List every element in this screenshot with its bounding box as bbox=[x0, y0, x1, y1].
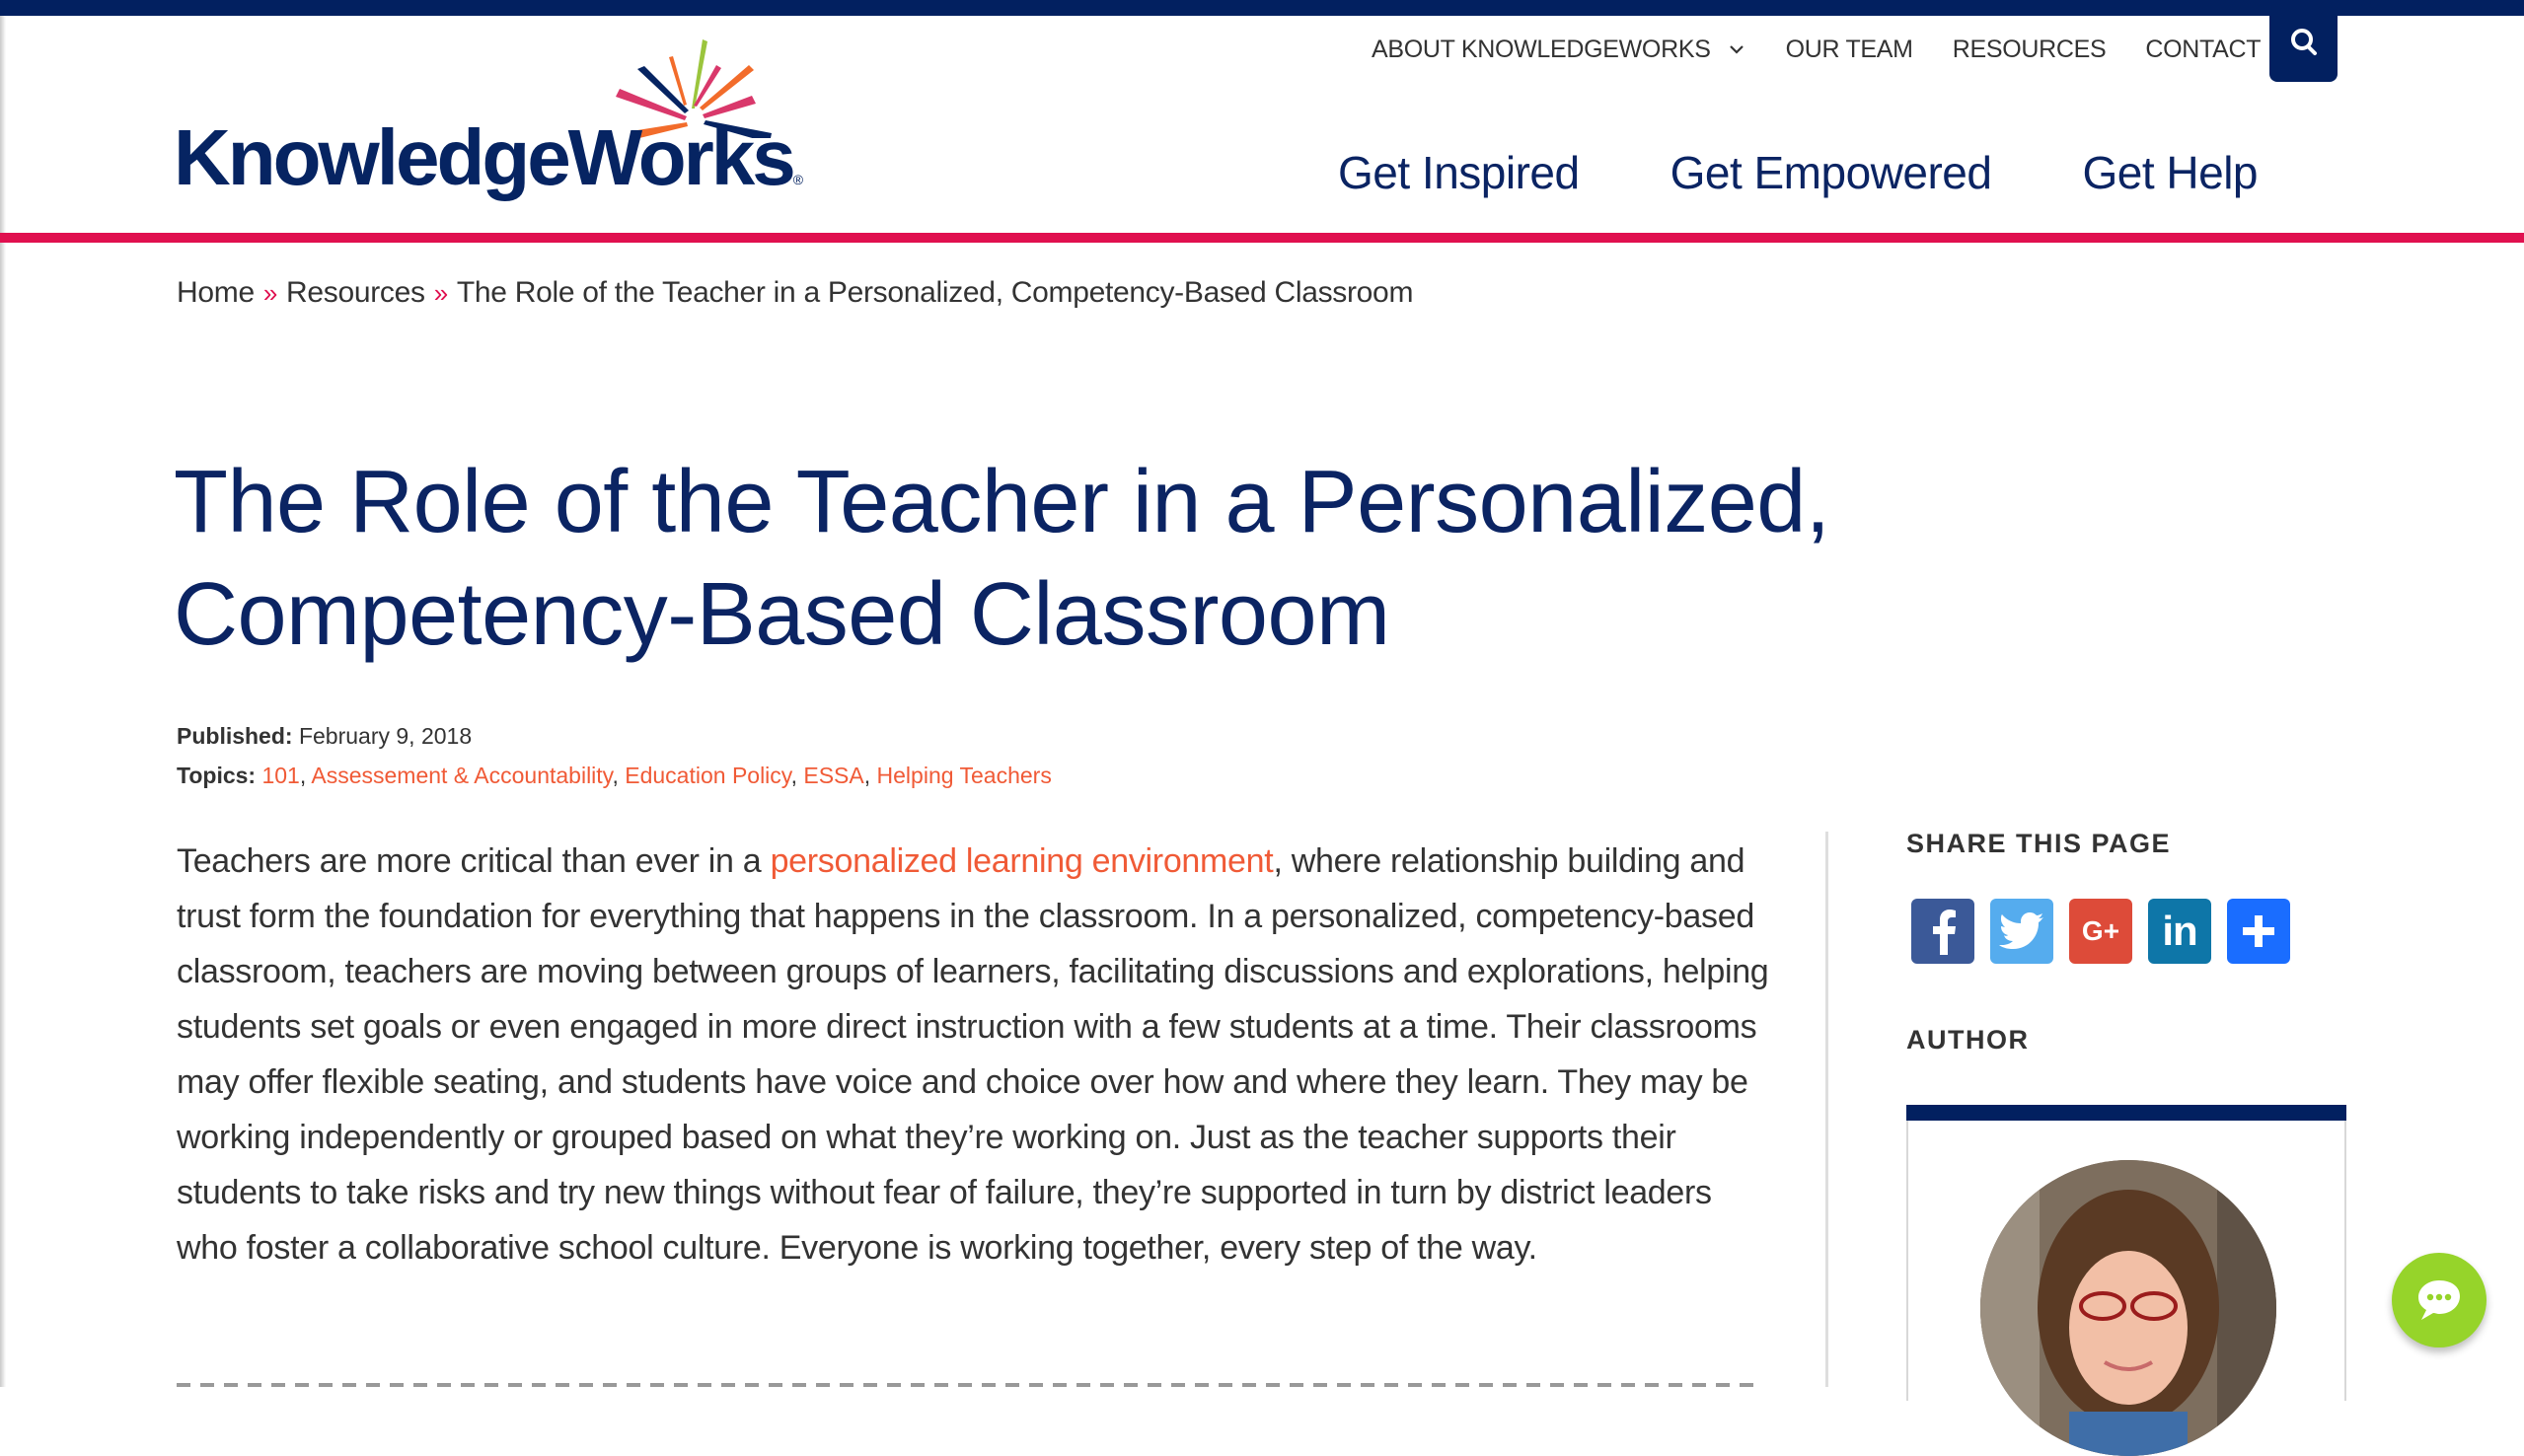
breadcrumb-separator: » bbox=[262, 278, 277, 308]
twitter-icon bbox=[1999, 912, 2044, 950]
facebook-icon bbox=[1928, 908, 1958, 955]
nav-get-empowered[interactable]: Get Empowered bbox=[1670, 147, 1992, 198]
author-card bbox=[1906, 1105, 2346, 1401]
search-button[interactable] bbox=[2269, 0, 2338, 82]
chat-button[interactable] bbox=[2392, 1253, 2487, 1347]
published-label: Published: bbox=[177, 723, 293, 749]
sidebar bbox=[1906, 829, 2360, 1056]
google-plus-icon: G+ bbox=[2081, 915, 2120, 946]
breadcrumb-separator: » bbox=[433, 278, 448, 308]
published-date: February 9, 2018 bbox=[298, 723, 473, 749]
knowledgeworks-logo[interactable] bbox=[174, 39, 804, 207]
topics-label: Topics: bbox=[177, 763, 257, 788]
nav-resources[interactable]: RESOURCES bbox=[1952, 35, 2107, 63]
nav-about-label: ABOUT KNOWLEDGEWORKS bbox=[1372, 35, 1711, 63]
author-avatar[interactable] bbox=[1980, 1160, 2276, 1456]
registered-mark: ® bbox=[792, 172, 804, 187]
author-photo bbox=[1980, 1160, 2276, 1456]
logo-wordmark bbox=[174, 109, 803, 229]
nav-get-inspired[interactable]: Get Inspired bbox=[1338, 147, 1580, 198]
topic-link[interactable]: Assessement & Accountability bbox=[311, 763, 613, 788]
main-nav bbox=[1338, 138, 2258, 207]
topic-link[interactable]: Helping Teachers bbox=[876, 763, 1052, 788]
search-icon bbox=[2289, 27, 2319, 56]
share-heading: SHARE THIS PAGE bbox=[1906, 829, 2172, 858]
linkedin-icon: in bbox=[2162, 908, 2197, 954]
nav-our-team[interactable]: OUR TEAM bbox=[1785, 35, 1913, 63]
share-twitter-button[interactable] bbox=[1990, 899, 2053, 964]
article-body-paragraph bbox=[177, 834, 1775, 1275]
chat-bubble-icon bbox=[2415, 1278, 2463, 1322]
breadcrumb-resources[interactable]: Resources bbox=[286, 276, 425, 309]
personalized-learning-link[interactable]: personalized learning environment bbox=[770, 842, 1274, 880]
top-accent-bar bbox=[0, 0, 2524, 16]
body-text-start: Teachers are more critical than ever in a bbox=[177, 842, 771, 880]
share-facebook-button[interactable] bbox=[1911, 899, 1974, 964]
breadcrumb-current: The Role of the Teacher in a Personalized, Competency-Based Classroom bbox=[456, 276, 1414, 309]
article-meta bbox=[177, 716, 1052, 795]
share-buttons bbox=[1911, 899, 2360, 964]
share-google-plus-button[interactable] bbox=[2069, 899, 2132, 964]
breadcrumb bbox=[177, 276, 1413, 310]
breadcrumb-home[interactable]: Home bbox=[177, 276, 255, 309]
logo-name: KnowledgeWorks bbox=[174, 113, 793, 201]
topic-link[interactable]: 101 bbox=[261, 763, 300, 788]
author-heading: AUTHOR bbox=[1906, 1025, 2030, 1055]
page-title: The Role of the Teacher in a Personalized, Competency-Based Classroom bbox=[174, 453, 1830, 664]
chevron-down-icon bbox=[1727, 39, 1746, 59]
left-edge-shadow bbox=[0, 16, 6, 1387]
share-more-button[interactable] bbox=[2227, 899, 2290, 964]
published-row bbox=[177, 716, 1052, 756]
nav-contact[interactable]: CONTACT bbox=[2145, 35, 2262, 63]
author-card-top-bar bbox=[1906, 1105, 2346, 1121]
sidebar-divider bbox=[1825, 832, 1828, 1387]
topics-row: Topics: 101, Assessement & Accountability, Education Policy, ESSA, Helping Teachers bbox=[177, 763, 1052, 788]
topic-link[interactable]: Education Policy bbox=[625, 763, 791, 788]
share-linkedin-button[interactable] bbox=[2148, 899, 2211, 964]
topic-link[interactable]: ESSA bbox=[803, 763, 864, 788]
header-divider-line bbox=[0, 233, 2524, 243]
nav-get-help[interactable]: Get Help bbox=[2082, 147, 2258, 198]
nav-about-knowledgeworks[interactable] bbox=[1372, 36, 1746, 64]
next-paragraph-clipped bbox=[177, 1374, 1755, 1387]
plus-icon bbox=[2241, 913, 2276, 949]
body-text-rest: , where relationship building and trust form the foundation for everything that happens in the classroom. In a personalized, competency-based classroom, teachers are moving between groups of learners, facilitating discussions and explorations, helping students set goals or even engaged in more direct instruction with a few students at a time. Their classrooms may offer flexible seating, and students have voice and choice over how and where they learn. They may be working independently or grouped based on what they’re working on. Just as the teacher supports their students to take risks and try new things without fear of failure, they’re supported in turn by district leaders who foster a collaborative school culture. Everyone is working together, every step of the way. bbox=[177, 842, 1769, 1267]
utility-nav bbox=[1372, 30, 2261, 69]
